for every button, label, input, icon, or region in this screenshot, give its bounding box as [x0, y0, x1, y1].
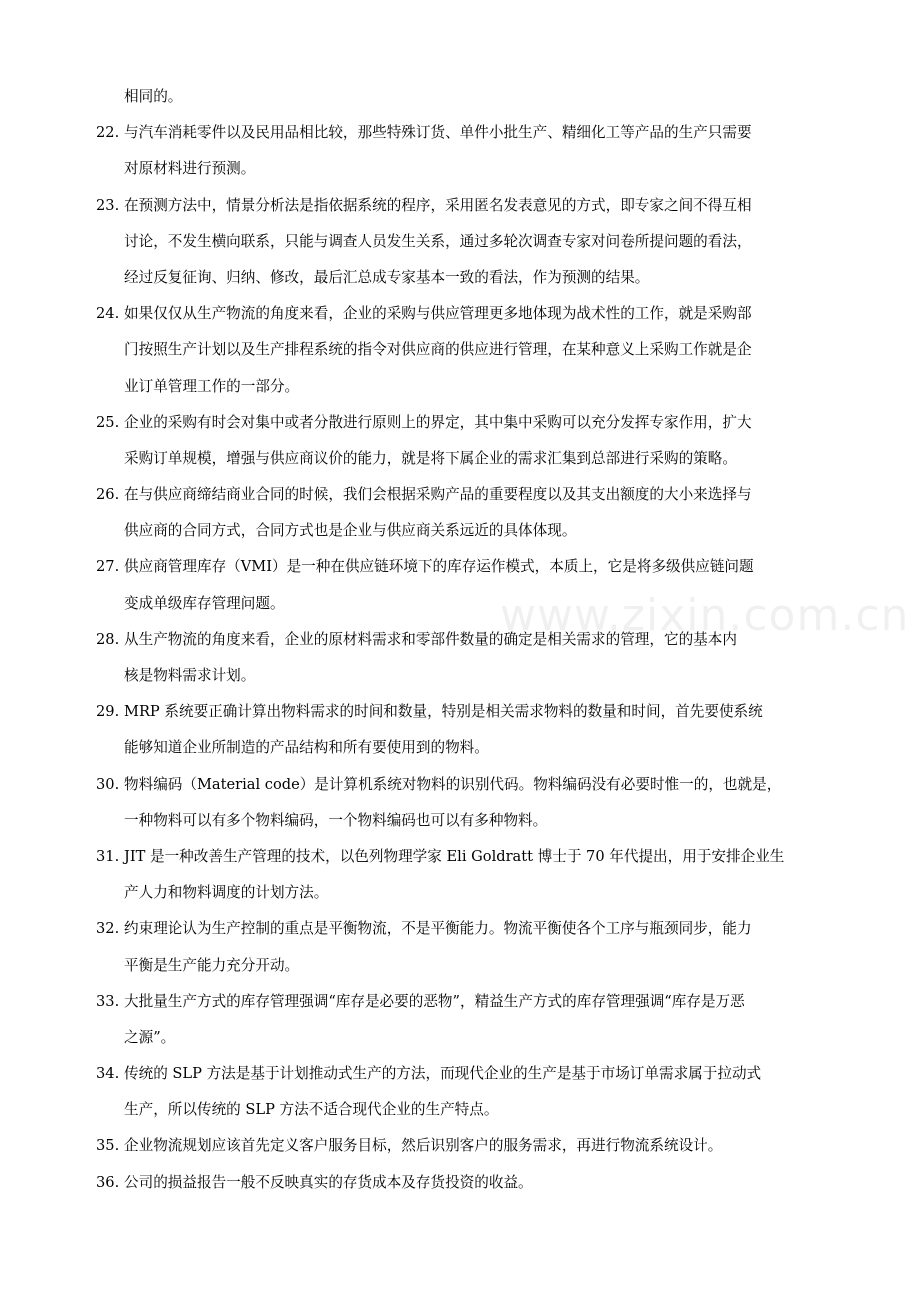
text-line	[96, 1165, 840, 1201]
line-text: 采购订单规模，增强与供应商议价的能力，就是将下属企业的需求汇集到总部进行采购的策略。	[124, 449, 737, 467]
text-line	[96, 151, 840, 187]
line-text: 在与供应商缔结商业合同的时候，我们会根据采购产品的重要程度以及其支出额度的大小来选择与	[124, 486, 752, 504]
text-line	[96, 79, 840, 115]
line-text: 在预测方法中，情景分析法是指依据系统的程序，采用匿名发表意见的方式，即专家之间不得互相	[124, 196, 752, 214]
text-line	[96, 260, 840, 296]
text-line	[96, 658, 840, 694]
item-number: 28.	[96, 630, 120, 648]
text-line	[96, 875, 840, 911]
line-text: MRP 系统要正确计算出物料需求的时间和数量，特别是相关需求物料的数量和时间，首先要使系统	[124, 703, 763, 721]
line-text: 经过反复征询、归纳、修改，最后汇总成专家基本一致的看法，作为预测的结果。	[124, 268, 650, 286]
line-text: JIT 是一种改善生产管理的技术，以色列物理学家 Eli Goldratt 博士于 70 年代提出，用于安排企业生	[124, 847, 785, 865]
line-text: 门按照生产计划以及生产排程系统的指令对供应商的供应进行管理，在某种意义上采购工作就是企	[124, 341, 752, 359]
line-text: 对原材料进行预测。	[124, 160, 256, 178]
line-text: 与汽车消耗零件以及民用品相比较，那些特殊订货、单件小批生产、精细化工等产品的生产只需要	[124, 124, 752, 142]
text-line	[96, 513, 840, 549]
line-text: 一种物料可以有多个物料编码，一个物料编码也可以有多种物料。	[124, 811, 548, 829]
item-number: 31.	[96, 847, 120, 865]
line-text: 大批量生产方式的库存管理强调“库存是必要的恶物”，精益生产方式的库存管理强调“库存是万恶	[124, 992, 745, 1010]
text-line	[96, 441, 840, 477]
text-line	[96, 1092, 840, 1128]
line-text: 企业的采购有时会对集中或者分散进行原则上的界定，其中集中采购可以充分发挥专家作用，扩大	[124, 413, 752, 431]
text-line	[96, 984, 840, 1020]
text-line	[96, 839, 840, 875]
line-text: 生产，所以传统的 SLP 方法不适合现代企业的生产特点。	[124, 1101, 499, 1119]
line-text: 产人力和物料调度的计划方法。	[124, 884, 329, 902]
text-line	[96, 730, 840, 766]
text-line	[96, 369, 840, 405]
text-line	[96, 911, 840, 947]
line-text: 讨论，不发生横向联系，只能与调查人员发生关系，通过多轮次调查专家对问卷所提问题的看法，	[124, 232, 752, 250]
line-text: 核是物料需求计划。	[124, 667, 256, 684]
line-text: 供应商的合同方式，合同方式也是企业与供应商关系远近的具体体现。	[124, 522, 577, 540]
line-text: 公司的损益报告一般不反映真实的存货成本及存货投资的收益。	[124, 1173, 533, 1191]
text-line	[96, 803, 840, 839]
text-line	[96, 694, 840, 730]
line-text: 约束理论认为生产控制的重点是平衡物流，不是平衡能力。物流平衡使各个工序与瓶颈同步，能力	[124, 920, 752, 938]
item-number: 22.	[96, 124, 120, 142]
text-line	[96, 767, 840, 803]
item-number: 25.	[96, 413, 120, 431]
line-text: 传统的 SLP 方法是基于计划推动式生产的方法，而现代企业的生产是基于市场订单需求属于拉动式	[124, 1065, 762, 1083]
line-text: 平衡是生产能力充分开动。	[124, 956, 300, 974]
line-text: 从生产物流的角度来看，企业的原材料需求和零部件数量的确定是相关需求的管理，它的基本内	[124, 630, 737, 648]
item-number: 34.	[96, 1065, 120, 1083]
text-line	[96, 296, 840, 332]
line-text: 业订单管理工作的一部分。	[124, 377, 300, 395]
item-number: 35.	[96, 1137, 120, 1155]
item-number: 29.	[96, 703, 120, 721]
line-text: 变成单级库存管理问题。	[124, 594, 285, 612]
item-number: 23.	[96, 196, 120, 214]
text-line	[96, 332, 840, 368]
item-number: 26.	[96, 486, 120, 504]
text-line	[96, 948, 840, 984]
text-line	[96, 115, 840, 151]
text-line	[96, 224, 840, 260]
item-number: 36.	[96, 1173, 120, 1191]
line-text: 相同的。	[124, 88, 183, 105]
text-line	[96, 188, 840, 224]
text-line	[96, 1020, 840, 1056]
item-number: 32.	[96, 920, 120, 938]
line-text: 企业物流规划应该首先定义客户服务目标，然后识别客户的服务需求，再进行物流系统设计。	[124, 1137, 723, 1155]
line-text: 如果仅仅从生产物流的角度来看，企业的采购与供应管理更多地体现为战术性的工作，就是采购部	[124, 305, 752, 323]
item-number: 27.	[96, 558, 120, 576]
text-line	[96, 477, 840, 513]
line-text: 物料编码（Material code）是计算机系统对物料的识别代码。物料编码没有必要时惟一的，也就是，	[124, 775, 782, 793]
line-text: 供应商管理库存（VMI）是一种在供应链环境下的库存运作模式，本质上，它是将多级供应链问题	[124, 558, 754, 576]
text-line	[96, 1128, 840, 1164]
watermark: www.zixin.com.cn	[500, 590, 910, 641]
text-line	[96, 1056, 840, 1092]
line-text: 之源”。	[124, 1028, 176, 1046]
text-line	[96, 405, 840, 441]
item-number: 24.	[96, 305, 120, 323]
item-number: 30.	[96, 775, 120, 793]
item-number: 33.	[96, 992, 120, 1010]
text-line	[96, 549, 840, 585]
line-text: 能够知道企业所制造的产品结构和所有要使用到的物料。	[124, 739, 489, 757]
